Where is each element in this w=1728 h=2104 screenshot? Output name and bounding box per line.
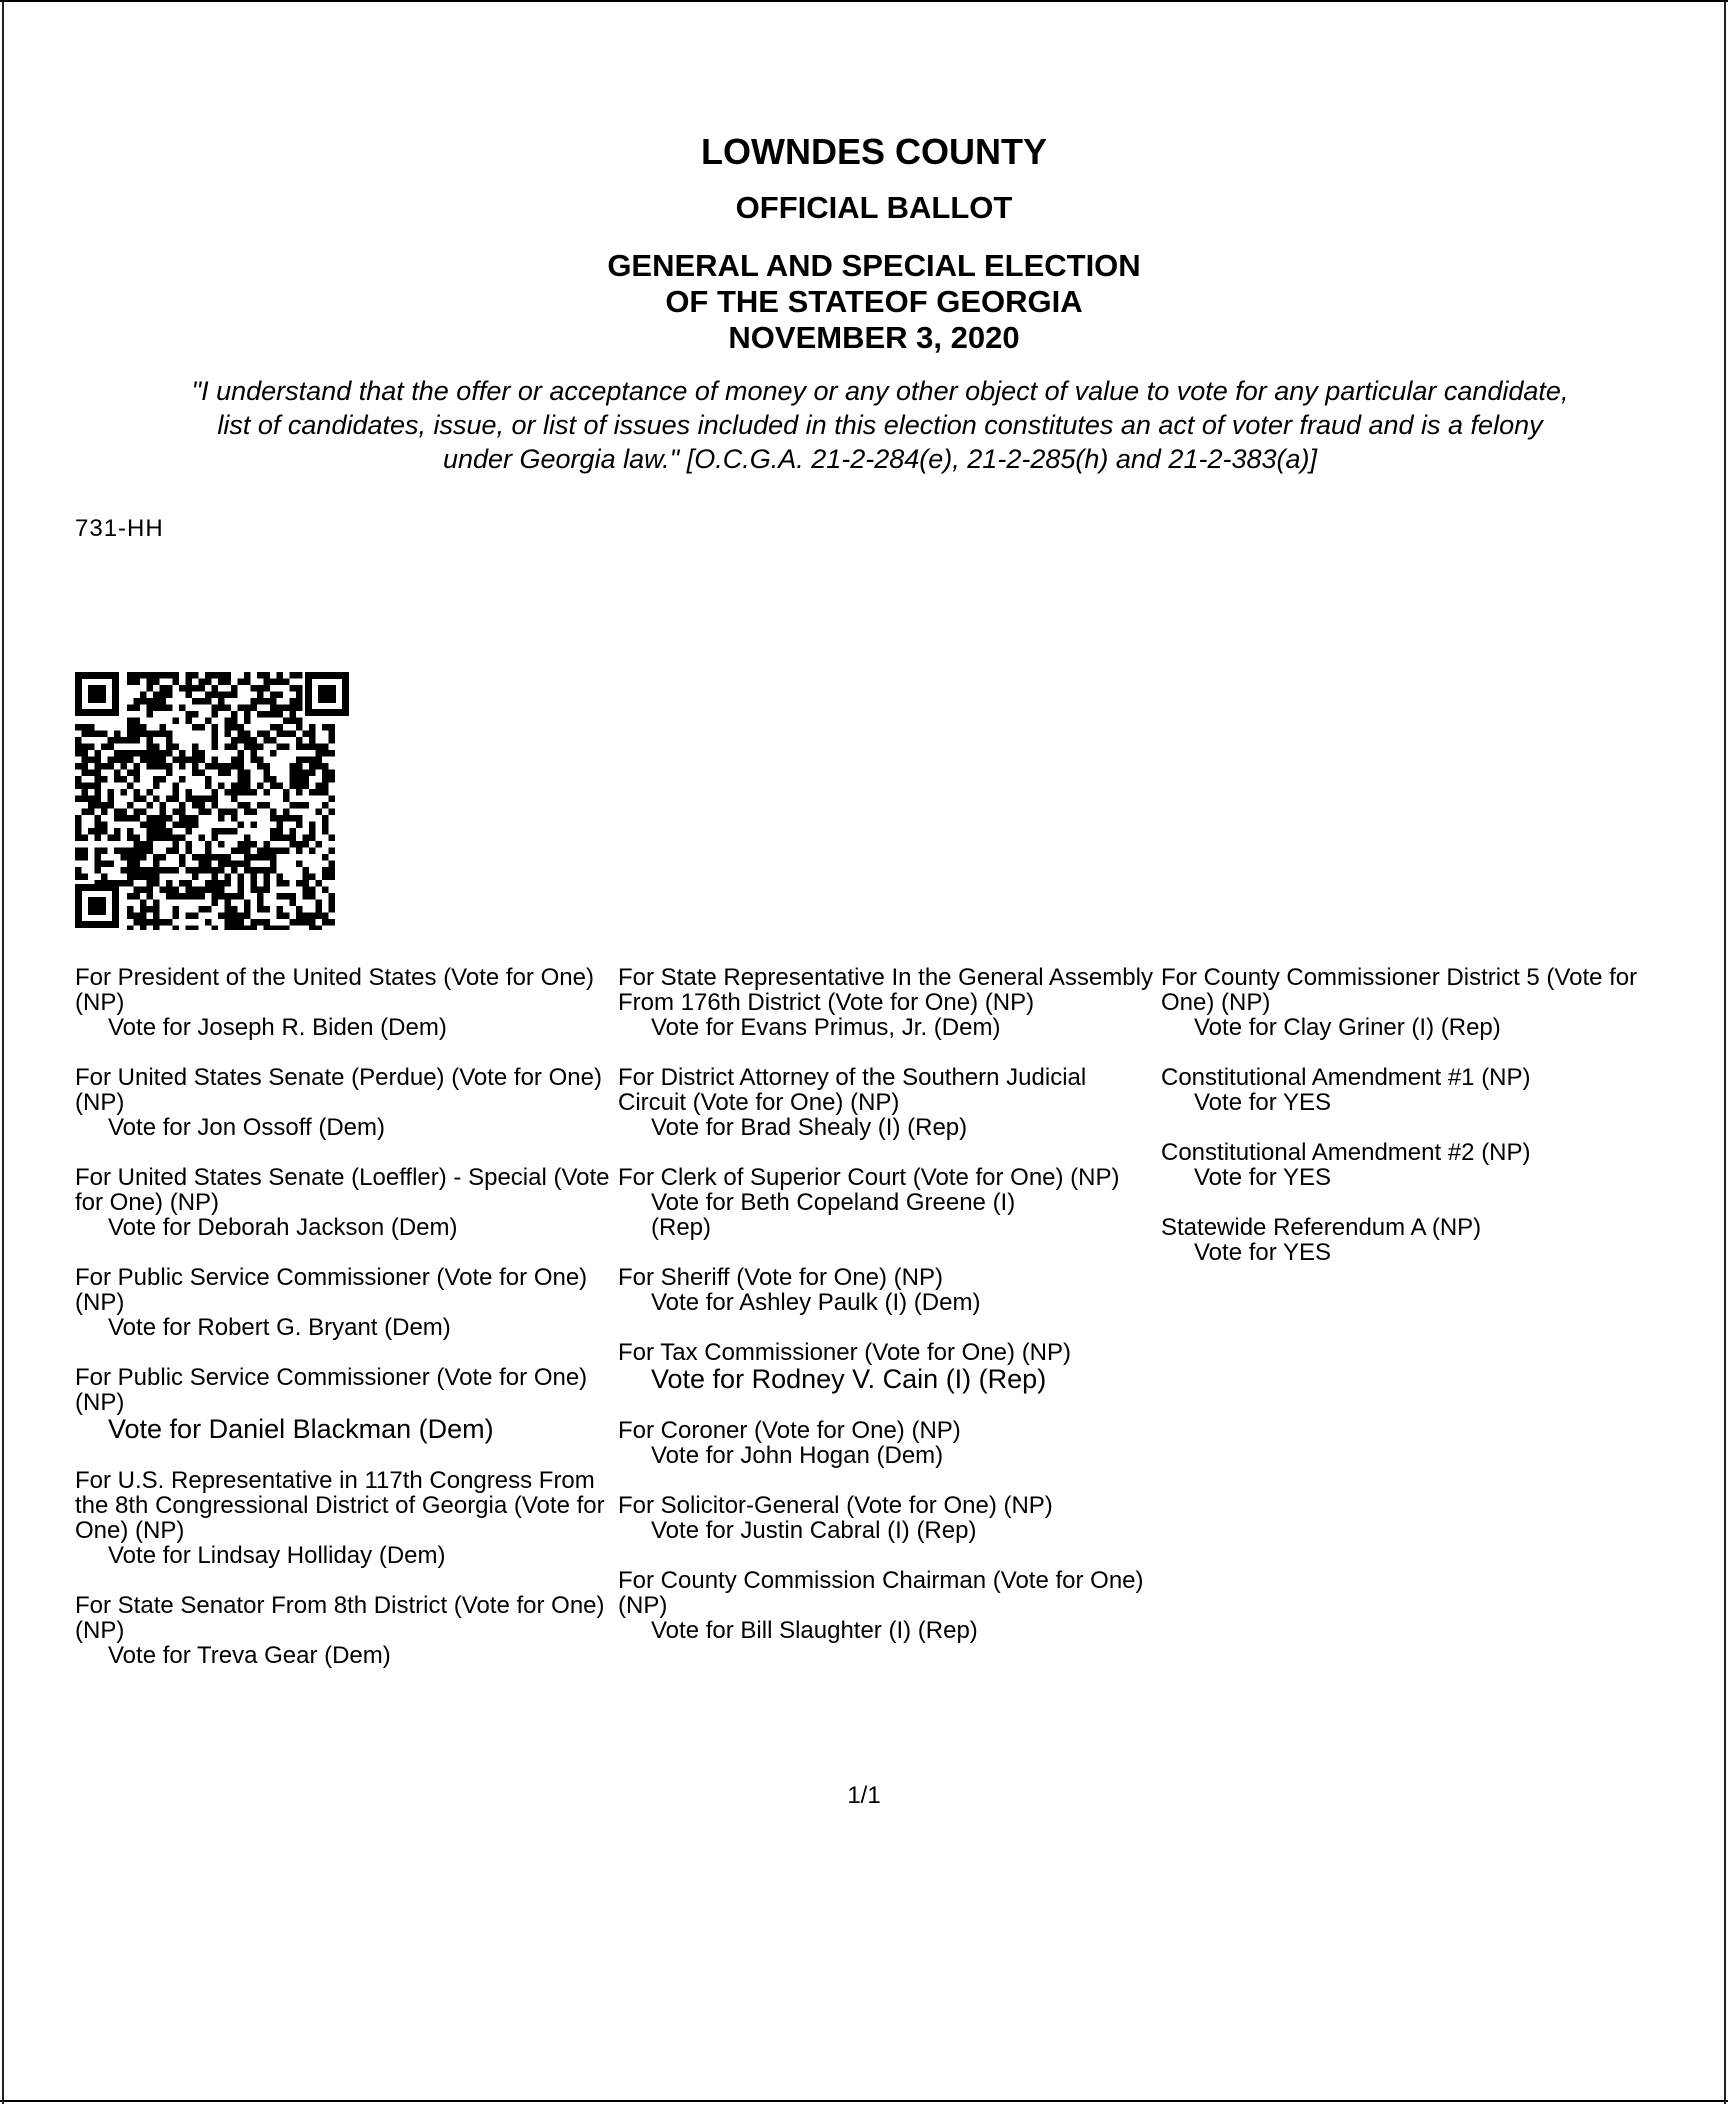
- election-line-2: OF THE STATEOF GEORGIA: [665, 284, 1083, 319]
- race-state-representative: [618, 965, 1158, 1040]
- race-state-senator: [75, 1593, 615, 1668]
- race-tax-commissioner: [618, 1340, 1158, 1393]
- race-title: For Solicitor-General (Vote for One) (NP): [618, 1492, 1053, 1519]
- ballot-style-id: 731-HH: [75, 515, 164, 542]
- oath-line-1: "I understand that the offer or acceptance of money or any other object of value to vote for any particular candidate,: [191, 376, 1569, 406]
- race-solicitor-general: [618, 1493, 1158, 1543]
- race-title: For County Commissioner District 5 (Vote for One) (NP): [1161, 964, 1638, 1016]
- race-president: [75, 965, 615, 1040]
- race-title: For Sheriff (Vote for One) (NP): [618, 1264, 943, 1291]
- ballot-type: OFFICIAL BALLOT: [735, 190, 1013, 225]
- race-county-commissioner-d5: [1161, 965, 1681, 1040]
- vote-selection: Vote for Deborah Jackson (Dem): [108, 1214, 458, 1241]
- race-us-senate-loeffler: [75, 1165, 615, 1240]
- race-amendment-1: [1161, 1065, 1681, 1115]
- race-title: For Public Service Commissioner (Vote for One) (NP): [75, 1364, 588, 1416]
- race-amendment-2: [1161, 1140, 1681, 1190]
- ballot-column-3: [1161, 965, 1681, 1290]
- vote-selection: Vote for Treva Gear (Dem): [108, 1642, 391, 1669]
- vote-selection: Vote for Brad Shealy (I) (Rep): [651, 1114, 968, 1141]
- election-date: NOVEMBER 3, 2020: [728, 320, 1020, 355]
- voter-oath: [60, 374, 1700, 476]
- vote-selection: Vote for Clay Griner (I) (Rep): [1194, 1014, 1501, 1041]
- race-district-attorney: [618, 1065, 1158, 1140]
- race-sheriff: [618, 1265, 1158, 1315]
- race-title: For District Attorney of the Southern Judicial Circuit (Vote for One) (NP): [618, 1064, 1087, 1116]
- race-title: For State Senator From 8th District (Vote for One) (NP): [75, 1592, 605, 1644]
- vote-selection: Vote for Justin Cabral (I) (Rep): [651, 1517, 977, 1544]
- vote-selection: Vote for Evans Primus, Jr. (Dem): [651, 1014, 1001, 1041]
- vote-selection: Vote for Joseph R. Biden (Dem): [108, 1014, 447, 1041]
- qr-code-icon: [73, 670, 351, 930]
- vote-selection: Vote for Robert G. Bryant (Dem): [108, 1314, 451, 1341]
- vote-selection: Vote for YES: [1194, 1239, 1331, 1266]
- race-us-senate-perdue: [75, 1065, 615, 1140]
- oath-line-2: list of candidates, issue, or list of issues included in this election constitutes an act of voter fraud and is a felony: [217, 410, 1543, 440]
- vote-selection: Vote for Lindsay Holliday (Dem): [108, 1542, 446, 1569]
- vote-selection: Vote for John Hogan (Dem): [651, 1442, 944, 1469]
- race-clerk-superior-court: [618, 1165, 1158, 1240]
- ballot-column-1: [75, 965, 615, 1693]
- race-title: For Public Service Commissioner (Vote for One) (NP): [75, 1264, 588, 1316]
- race-title: Constitutional Amendment #1 (NP): [1161, 1064, 1531, 1091]
- race-title: For Coroner (Vote for One) (NP): [618, 1417, 961, 1444]
- ballot-header: [0, 130, 1728, 356]
- ballot-column-2: [618, 965, 1158, 1668]
- election-line-1: GENERAL AND SPECIAL ELECTION: [607, 248, 1141, 283]
- race-title: For U.S. Representative in 117th Congress From the 8th Congressional District of Georgia (Vote for One) (NP): [75, 1467, 605, 1544]
- race-referendum-a: [1161, 1215, 1681, 1265]
- race-psc-1: [75, 1265, 615, 1340]
- oath-line-3: under Georgia law." [O.C.G.A. 21-2-284(e), 21-2-285(h) and 21-2-383(a)]: [442, 444, 1318, 474]
- vote-selection: Vote for Rodney V. Cain (I) (Rep): [651, 1364, 1047, 1394]
- county-title: LOWNDES COUNTY: [701, 131, 1047, 172]
- vote-selection: Vote for YES: [1194, 1089, 1331, 1116]
- race-title: Statewide Referendum A (NP): [1161, 1214, 1482, 1241]
- race-county-commission-chairman: [618, 1568, 1158, 1643]
- race-coroner: [618, 1418, 1158, 1468]
- race-title: For Clerk of Superior Court (Vote for One) (NP): [618, 1164, 1120, 1191]
- page-number: 1/1: [847, 1782, 881, 1809]
- vote-selection: Vote for YES: [1194, 1164, 1331, 1191]
- vote-selection: Vote for Daniel Blackman (Dem): [108, 1414, 494, 1444]
- vote-selection: Vote for Jon Ossoff (Dem): [108, 1114, 385, 1141]
- vote-selection: Vote for Beth Copeland Greene (I) (Rep): [651, 1189, 1016, 1241]
- race-us-representative: [75, 1468, 615, 1568]
- race-title: For Tax Commissioner (Vote for One) (NP): [618, 1339, 1072, 1366]
- race-title: For United States Senate (Loeffler) - Special (Vote for One) (NP): [75, 1164, 610, 1216]
- race-title: For County Commission Chairman (Vote for One) (NP): [618, 1567, 1144, 1619]
- race-title: For State Representative In the General Assembly From 176th District (Vote for One) (NP): [618, 964, 1153, 1016]
- race-title: Constitutional Amendment #2 (NP): [1161, 1139, 1531, 1166]
- vote-selection: Vote for Ashley Paulk (I) (Dem): [651, 1289, 981, 1316]
- race-psc-2: [75, 1365, 615, 1443]
- race-title: For United States Senate (Perdue) (Vote for One) (NP): [75, 1064, 602, 1116]
- race-title: For President of the United States (Vote for One) (NP): [75, 964, 594, 1016]
- vote-selection: Vote for Bill Slaughter (I) (Rep): [651, 1617, 978, 1644]
